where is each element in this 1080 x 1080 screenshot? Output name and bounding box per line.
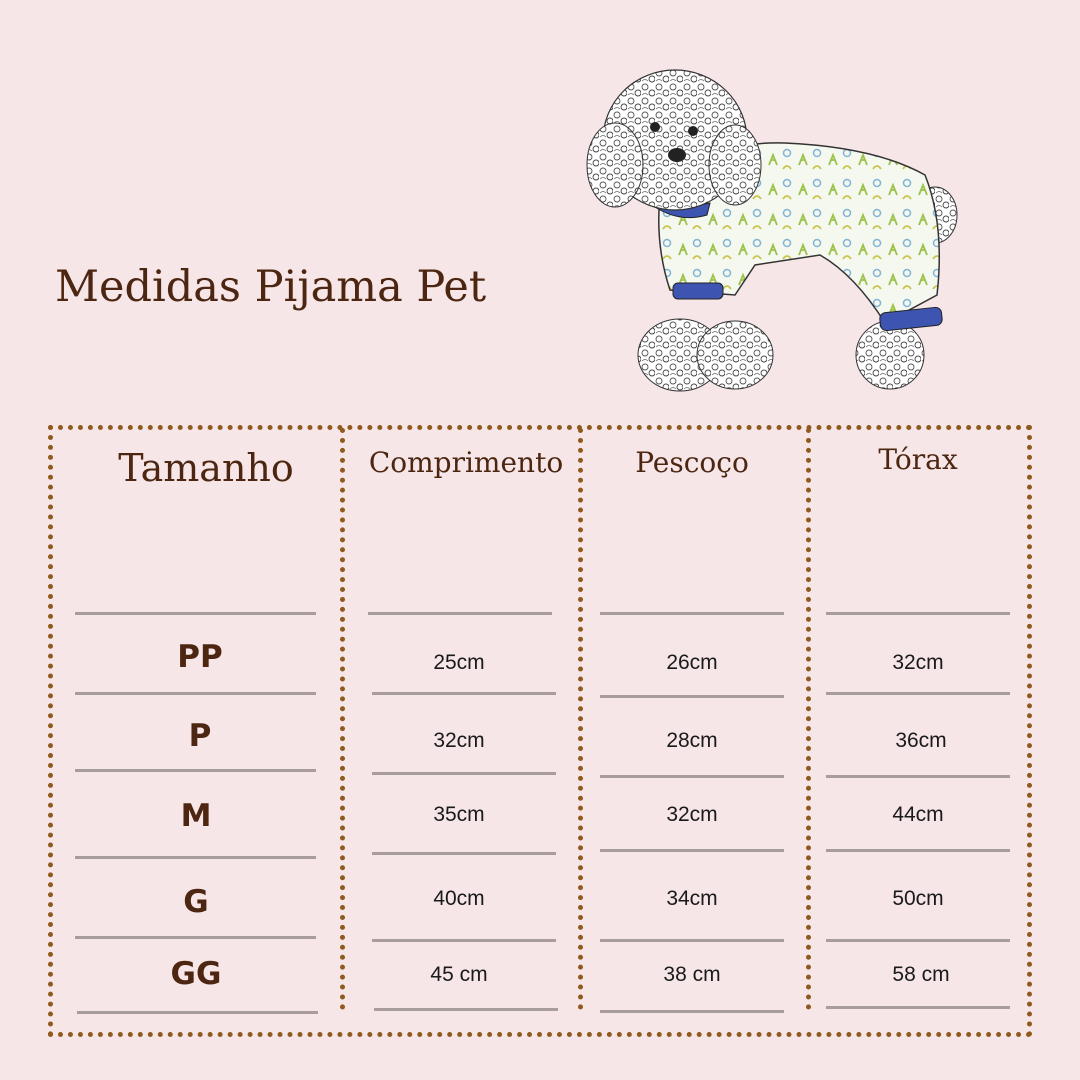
cell-torax: 32cm (892, 651, 944, 674)
row-divider (372, 772, 556, 775)
row-divider (826, 692, 1010, 695)
row-divider (75, 692, 316, 695)
row-divider (75, 769, 316, 772)
cell-pescoco: 34cm (666, 887, 718, 910)
header-torax: Tórax (878, 443, 958, 476)
header-tamanho: Tamanho (118, 446, 294, 490)
page-title: Medidas Pijama Pet (55, 262, 487, 312)
header-comprimento: Comprimento (368, 446, 564, 479)
cell-pescoco: 28cm (666, 729, 718, 752)
size-label: G (183, 884, 209, 920)
size-label: M (180, 798, 212, 834)
cell-comprimento: 25cm (433, 651, 485, 674)
column-divider (340, 428, 345, 1010)
row-divider (826, 612, 1010, 615)
size-label: PP (177, 639, 223, 675)
column-divider (806, 428, 811, 1010)
cell-comprimento: 40cm (433, 887, 485, 910)
row-divider (600, 939, 784, 942)
cell-pescoco: 26cm (666, 651, 718, 674)
cell-pescoco: 38 cm (663, 963, 721, 986)
cell-torax: 44cm (892, 803, 944, 826)
row-divider (826, 775, 1010, 778)
cell-comprimento: 45 cm (430, 963, 488, 986)
header-pescoco: Pescoço (635, 446, 749, 479)
cell-pescoco: 32cm (666, 803, 718, 826)
row-divider (75, 936, 316, 939)
column-divider (578, 428, 583, 1010)
dog-pajama-illustration (585, 55, 965, 400)
row-divider (75, 612, 316, 615)
cell-comprimento: 32cm (433, 729, 485, 752)
row-divider (826, 939, 1010, 942)
cell-torax: 50cm (892, 887, 944, 910)
row-divider (600, 775, 784, 778)
cell-comprimento: 35cm (433, 803, 485, 826)
size-label: GG (170, 956, 222, 992)
row-divider (372, 939, 556, 942)
row-divider (600, 612, 784, 615)
row-divider (600, 849, 784, 852)
cell-torax: 36cm (895, 729, 947, 752)
row-divider (374, 1008, 558, 1011)
row-divider (826, 1006, 1010, 1009)
row-divider (368, 612, 552, 615)
cell-torax: 58 cm (892, 963, 950, 986)
row-divider (826, 849, 1010, 852)
row-divider (600, 1010, 784, 1013)
size-label: P (188, 718, 212, 754)
row-divider (372, 852, 556, 855)
row-divider (372, 692, 556, 695)
row-divider (600, 695, 784, 698)
row-divider (75, 856, 316, 859)
row-divider (77, 1011, 318, 1014)
